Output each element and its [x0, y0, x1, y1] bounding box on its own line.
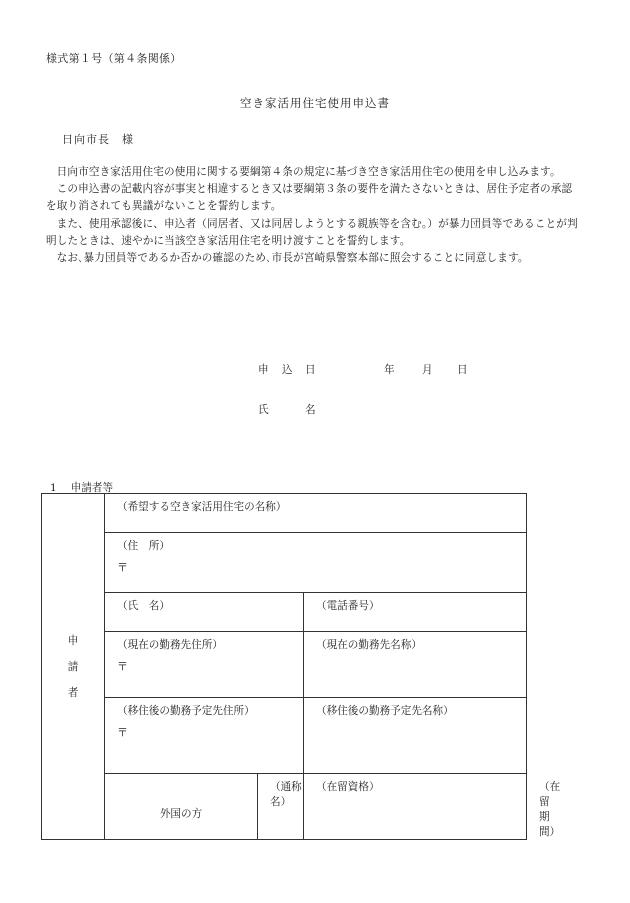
- name-label-char: 氏: [258, 404, 269, 416]
- name-label: （氏 名）: [117, 600, 170, 612]
- alias-field[interactable]: [258, 774, 304, 840]
- postal-mark-icon: 〒: [117, 561, 128, 574]
- declaration-text: [46, 164, 581, 267]
- alias-label: （通称名）: [270, 781, 302, 808]
- desired-house-label: （希望する空き家活用住宅の名称）: [117, 501, 287, 513]
- date-month-label: 月: [422, 364, 433, 376]
- applicant-table: [41, 493, 561, 840]
- date-year-label: 年: [384, 364, 395, 376]
- future-work-name-label: （移住後の勤務予定先名称）: [316, 705, 454, 717]
- date-label-char: 込: [282, 364, 293, 376]
- address-label: （住 所）: [117, 540, 170, 552]
- declaration-paragraph: 日向市空き家活用住宅の使用に関する要綱第４条の規定に基づき空き家活用住宅の使用を申し込みます。: [56, 166, 561, 178]
- residence-period-label: （在留期間）: [539, 781, 561, 838]
- applicant-label-char: 請: [67, 660, 79, 673]
- date-label-char: 日: [305, 364, 316, 376]
- name-label-char: 名: [305, 404, 316, 416]
- future-work-address-field[interactable]: [105, 698, 304, 774]
- document-title: 空き家活用住宅使用申込書: [240, 96, 390, 110]
- declaration-paragraph: なお､暴力団員等であるか否かの確認のため､市長が宮崎県警察本部に照会することに同意します。: [56, 252, 529, 265]
- postal-mark-icon: 〒: [117, 660, 128, 673]
- form-number: 様式第１号（第４条関係）: [46, 52, 182, 65]
- desired-house-field[interactable]: [105, 494, 527, 533]
- residence-status-field[interactable]: [304, 774, 527, 840]
- current-work-name-label: （現在の勤務先名称）: [316, 639, 422, 651]
- name-field[interactable]: [105, 593, 304, 632]
- future-work-name-field[interactable]: [304, 698, 527, 774]
- foreigner-label: 外国の方: [159, 808, 203, 820]
- foreigner-label-cell: [105, 774, 258, 840]
- applicant-label-char: 申: [67, 634, 79, 647]
- current-work-name-field[interactable]: [304, 632, 527, 698]
- residence-status-label: （在留資格）: [316, 781, 380, 793]
- section-number: 1: [50, 482, 57, 494]
- address-field[interactable]: [105, 533, 527, 593]
- date-day-label: 日: [457, 364, 468, 376]
- applicant-label: [42, 494, 105, 840]
- addressee: 日向市長 様: [62, 133, 134, 146]
- postal-mark-icon: 〒: [117, 726, 128, 739]
- current-work-address-label: （現在の勤務先住所）: [117, 639, 223, 651]
- declaration-paragraph: この申込書の記載内容が事実と相違するとき又は要綱第３条の要件を満たさないときは、居住予定者の承認を取り消されても異議がないことを誓約します。: [46, 183, 573, 213]
- section-title: 申請者等: [70, 482, 114, 494]
- phone-field[interactable]: [304, 593, 527, 632]
- declaration-paragraph: また、使用承認後に、申込者（同居者、又は同居しようとする親族等を含む。）が暴力団員等であることが判明したときは、速やかに当該空き家活用住宅を明け渡すことを誓約します。: [46, 217, 578, 247]
- current-work-address-field[interactable]: [105, 632, 304, 698]
- phone-label: （電話番号）: [316, 600, 380, 612]
- future-work-address-label: （移住後の勤務予定先住所）: [117, 705, 255, 717]
- date-label-char: 申: [258, 364, 269, 376]
- applicant-label-char: 者: [67, 686, 79, 699]
